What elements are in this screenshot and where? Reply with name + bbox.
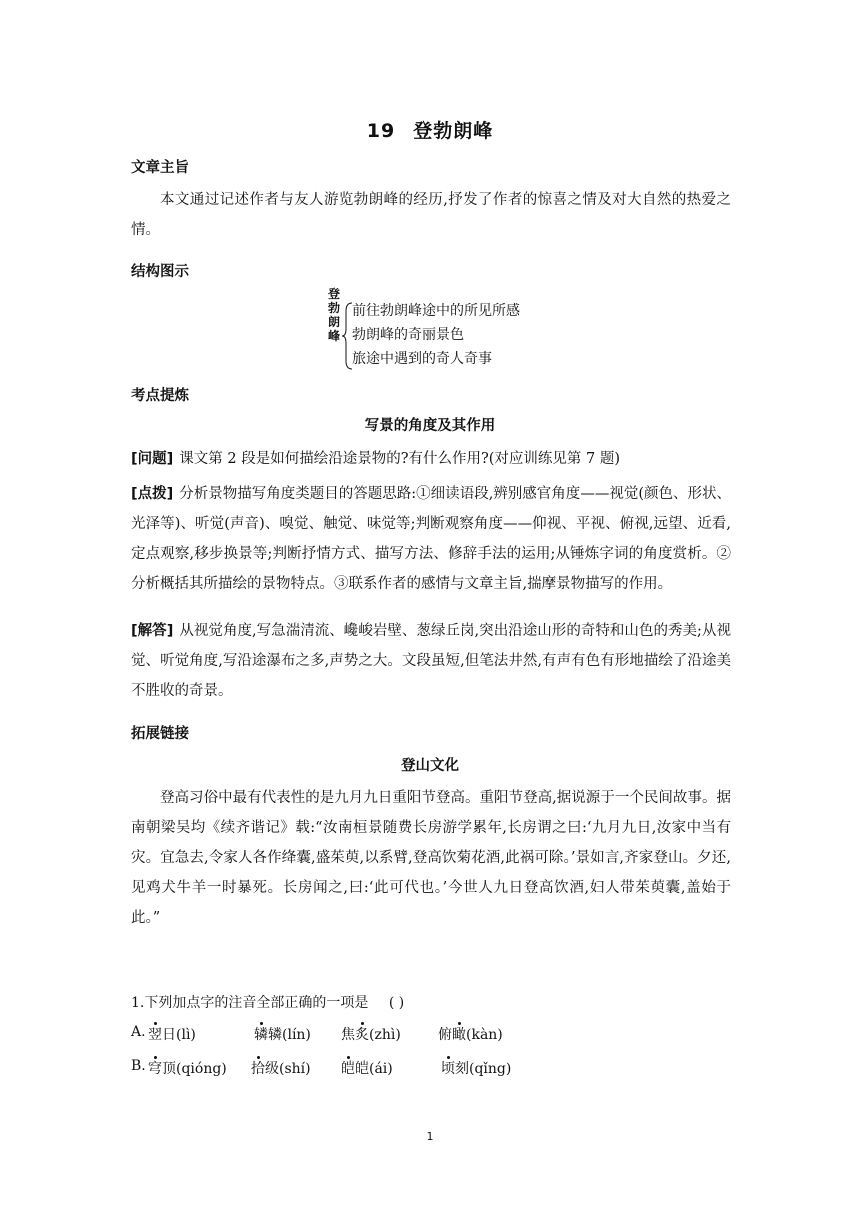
extension-text: 登高习俗中最有代表性的是九月九日重阳节登高。重阳节登高,据说源于一个民间故事。据南朝梁吴均《续齐谐记》载:“汝南桓景随费长房游学累年,长房谓之曰:‘九月九日,汝家中当有灾。宜急去,令家人各作绛囊,盛茱萸,以系臂,登高饮菊花酒,此祸可除。’景如言,齐家登山。夕还,见鸡犬牛羊一时暴死。长房闻之,曰:‘此可代也。’今世人九日登高饮酒,妇人带茱萸囊,盖始于此。” bbox=[131, 790, 731, 926]
option-a-letter: A. bbox=[131, 1024, 146, 1040]
structure-item: 前往勃朗峰途中的所见所感 bbox=[352, 303, 520, 319]
answer-text: 从视觉角度,写急湍清流、巉峻岩壁、葱绿丘岗,突出沿途山形的奇特和山色的秀美;从视觉、听觉角度,写沿途瀑布之多,声势之大。文段虽短,但笔法井然,有声有色有形地描绘了沿途美不胜收的奇景。 bbox=[131, 623, 731, 699]
lesson-title: 登勃朗峰 bbox=[413, 120, 494, 142]
theme-text: 本文通过记述作者与友人游览勃朗峰的经历,抒发了作者的惊喜之情及对大自然的热爱之情。 bbox=[131, 192, 731, 238]
lesson-number: 19 bbox=[366, 120, 396, 142]
structure-item: 勃朗峰的奇丽景色 bbox=[352, 327, 464, 343]
option-b-letter: B. bbox=[131, 1058, 146, 1074]
answer-label: [解答] bbox=[131, 623, 174, 639]
points-subheading: 写景的角度及其作用 bbox=[364, 418, 496, 434]
structure-root: 登 勃 朗 峰 bbox=[327, 287, 340, 343]
answer-paren: ( ) bbox=[388, 995, 405, 1011]
hint-label: [点拨] bbox=[131, 486, 174, 502]
structure-item: 旅途中遇到的奇人奇事 bbox=[352, 351, 492, 367]
structure-diagram bbox=[326, 287, 586, 377]
option-a-item-1: 翌日(lì) bbox=[148, 1024, 196, 1044]
page-title bbox=[0, 116, 860, 143]
answer-paragraph bbox=[131, 616, 731, 706]
option-b-item-2: 拾级(shí) bbox=[251, 1058, 311, 1078]
points-heading: 考点提炼 bbox=[131, 388, 189, 404]
question1-stem: 1.下列加点字的注音全部正确的一项是 ( ) bbox=[131, 995, 405, 1011]
question-text: 课文第 2 段是如何描绘沿途景物的?有什么作用?(对应训练见第 7 题) bbox=[179, 451, 621, 467]
option-b-item-1: 穹顶(qióng) bbox=[148, 1058, 227, 1078]
page-number: 1 bbox=[426, 1130, 434, 1143]
hint-text: 分析景物描写角度类题目的答题思路:①细读语段,辨别感官角度——视觉(颜色、形状、光泽等)、听觉(声音)、嗅觉、触觉、味觉等;判断观察角度——仰视、平视、俯视,远望、近看,定点观察,移步换景等;判断抒情方式、描写方法、修辞手法的运用;从锤炼字词的角度赏析。②分析概括其所描绘的景物特点。③联系作者的感情与文章主旨,揣摩景物描写的作用。 bbox=[131, 486, 731, 592]
question-label: [问题] bbox=[131, 451, 174, 467]
option-b-item-4: 顷刻(qǐng) bbox=[441, 1058, 511, 1078]
structure-heading: 结构图示 bbox=[131, 264, 189, 280]
structure-items bbox=[352, 299, 520, 371]
option-a-item-3: 焦炙(zhì) bbox=[341, 1024, 401, 1044]
option-a-item-2: 辚辚(lín) bbox=[254, 1024, 311, 1044]
extension-subheading: 登山文化 bbox=[401, 758, 459, 774]
extension-heading: 拓展链接 bbox=[131, 726, 189, 742]
theme-heading: 文章主旨 bbox=[131, 160, 189, 176]
option-b-item-3: 皑皑(ái) bbox=[341, 1058, 393, 1078]
hint-paragraph bbox=[131, 479, 731, 599]
option-a-item-4: 俯瞰(kàn) bbox=[438, 1024, 503, 1044]
question-paragraph bbox=[131, 444, 731, 474]
